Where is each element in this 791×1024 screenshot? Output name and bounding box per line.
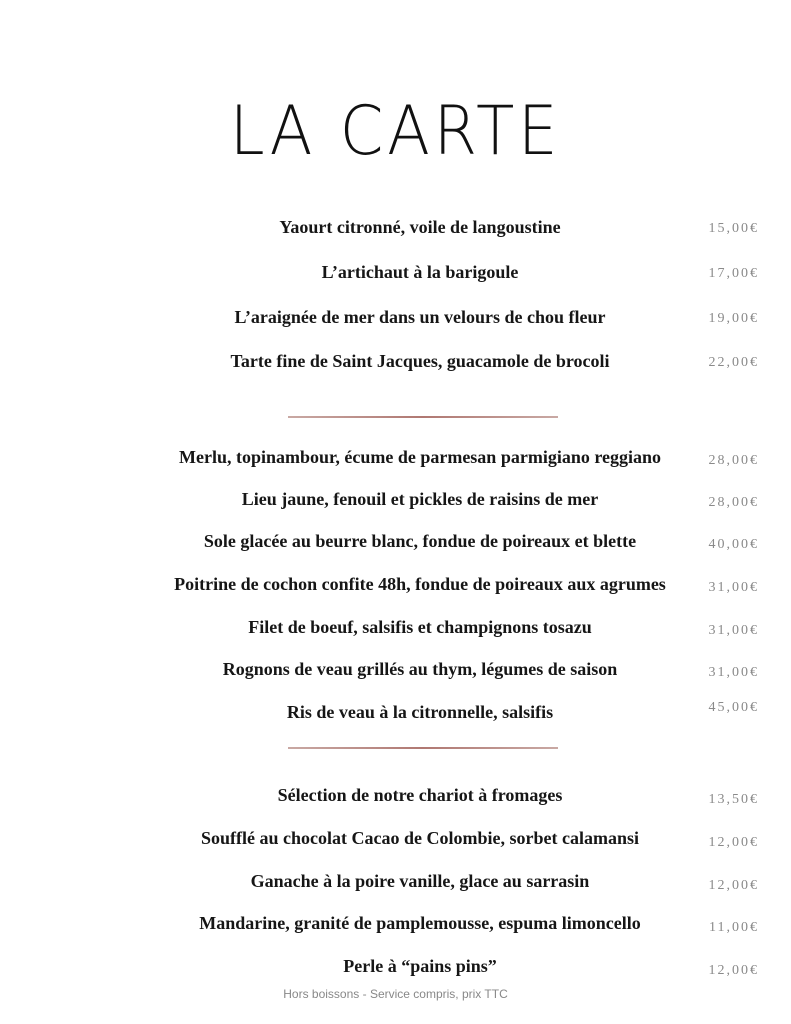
dish-price: 28,00€ <box>708 453 759 468</box>
dish-name: Ris de veau à la citronnelle, salsifis <box>286 702 554 722</box>
dish-price: 12,00€ <box>708 963 759 978</box>
footer-note: Hors boissons - Service compris, prix TTC <box>283 987 508 1001</box>
menu-item <box>0 655 791 683</box>
dish-name: L’araignée de mer dans un velours de chou fleur <box>234 307 606 327</box>
menu-item <box>0 867 791 895</box>
dish-name: Ganache à la poire vanille, glace au sarrasin <box>250 871 590 891</box>
dish-price: 31,00€ <box>708 665 759 680</box>
dish-price: 19,00€ <box>708 311 759 326</box>
dish-name: Filet de boeuf, salsifis et champignons tosazu <box>248 617 592 637</box>
dish-name: Lieu jaune, fenouil et pickles de raisins de mer <box>241 489 599 509</box>
dish-price: 15,00€ <box>708 221 759 236</box>
dish-name: Soufflé au chocolat Cacao de Colombie, sorbet calamansi <box>201 828 639 848</box>
menu-item <box>0 570 791 598</box>
section-divider <box>288 416 558 418</box>
menu-item <box>0 527 791 555</box>
dish-price: 40,00€ <box>708 537 759 552</box>
dish-price: 13,50€ <box>708 792 759 807</box>
dish-name: Sélection de notre chariot à fromages <box>277 785 563 805</box>
dish-name: Mandarine, granité de pamplemousse, espuma limoncello <box>199 913 641 933</box>
dish-price: 12,00€ <box>708 878 759 893</box>
dish-name: Perle à “pains pins” <box>343 956 497 976</box>
dish-price: 12,00€ <box>708 835 759 850</box>
dish-name: Sole glacée au beurre blanc, fondue de poireaux et blette <box>203 531 637 551</box>
dish-price: 31,00€ <box>708 623 759 638</box>
menu-item <box>0 909 791 937</box>
dish-price: 45,00€ <box>708 700 759 715</box>
menu-item <box>0 952 791 980</box>
dish-name: L’artichaut à la barigoule <box>321 262 519 282</box>
menu-item <box>0 613 791 641</box>
dish-price: 17,00€ <box>708 266 759 281</box>
page-title: LA CARTE <box>229 92 562 171</box>
dish-name: Yaourt citronné, voile de langoustine <box>279 217 561 237</box>
menu-item <box>0 213 791 241</box>
menu-item <box>0 303 791 331</box>
menu-item <box>0 698 791 726</box>
menu-item <box>0 443 791 471</box>
dish-price: 28,00€ <box>708 495 759 510</box>
menu-item <box>0 347 791 375</box>
menu-item <box>0 485 791 513</box>
dish-name: Poitrine de cochon confite 48h, fondue de poireaux aux agrumes <box>174 574 666 594</box>
menu-item <box>0 258 791 286</box>
section-divider <box>288 747 558 749</box>
dish-name: Merlu, topinambour, écume de parmesan parmigiano reggiano <box>179 447 661 467</box>
dish-name: Tarte fine de Saint Jacques, guacamole de brocoli <box>230 351 610 371</box>
menu-item <box>0 824 791 852</box>
menu-item <box>0 781 791 809</box>
dish-price: 22,00€ <box>708 355 759 370</box>
dish-name: Rognons de veau grillés au thym, légumes de saison <box>222 659 618 679</box>
dish-price: 31,00€ <box>708 580 759 595</box>
dish-price: 11,00€ <box>709 920 759 935</box>
